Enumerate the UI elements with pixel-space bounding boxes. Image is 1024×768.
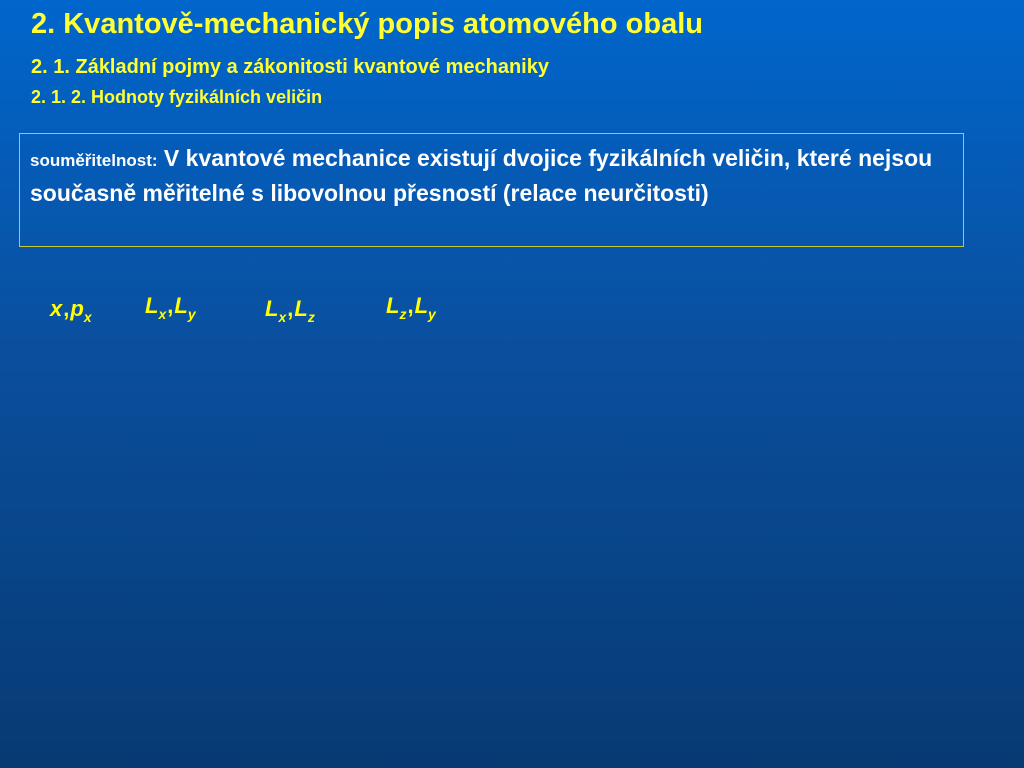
pair-first-symbol: x [50, 296, 63, 321]
slide-subsubtitle: 2. 1. 2. Hodnoty fyzikálních veličin [31, 87, 323, 107]
pair-lz-ly [386, 293, 436, 322]
slide-subtitle: 2. 1. Základní pojmy a zákonitosti kvantové mechaniky [31, 56, 549, 78]
pair-first-subscript: x [158, 306, 167, 322]
pair-first-symbol: L [265, 296, 279, 321]
pair-second-symbol: L [294, 296, 308, 321]
pair-second-symbol: L [174, 293, 188, 318]
definition-term: souměřitelnost: [30, 151, 158, 170]
pair-separator: , [167, 293, 174, 318]
pair-second-symbol: p [70, 296, 84, 321]
pair-x-px [50, 296, 92, 325]
pair-lx-lz [265, 296, 315, 325]
pair-second-subscript: x [83, 309, 92, 325]
pair-separator: , [63, 296, 70, 321]
definition-text: V kvantové mechanice existují dvojice fyzikálních veličin, které nejsou současně měřitelné s libovolnou přesností (relace neurčitosti) [30, 145, 933, 206]
pair-second-subscript: z [307, 309, 315, 325]
pair-first-subscript: x [278, 309, 287, 325]
pair-second-subscript: y [428, 306, 436, 322]
pair-second-symbol: L [414, 293, 429, 318]
pair-separator: , [407, 293, 414, 318]
pair-lx-ly [145, 293, 196, 322]
pair-separator: , [287, 296, 294, 321]
slide-title: 2. Kvantově-mechanický popis atomového obalu [31, 8, 703, 40]
pair-first-symbol: L [145, 293, 159, 318]
pair-first-symbol: L [386, 293, 400, 318]
pair-first-subscript: z [399, 306, 407, 322]
pair-second-subscript: y [187, 306, 196, 322]
